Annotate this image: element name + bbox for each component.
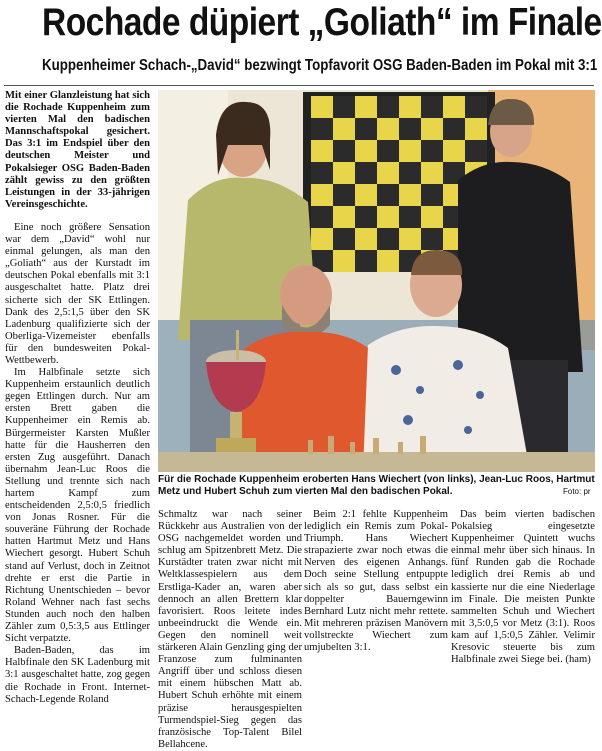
board-square [421, 96, 443, 118]
board-square [333, 228, 355, 250]
board-square [355, 228, 377, 250]
board-square [421, 118, 443, 140]
body-paragraph: Schmaltz war nach seiner Rückkehr aus Australien von der OSG nachgemeldet worden und schlug am Spitzenbrett Metz. Die Kurstädter traten zwar nicht mit Weltklassespielern aus dem Erstliga-Kader an, waren aber dennoch an allen Brettern klar favorisiert. Roos leitete indes unbeeindruckt die Wende ein. Gegen den nominell weit stärkeren Alain Genzling ging der Franzose zum fulminanten Angriff über und schloss diesen mit einem hübschen Matt ab. Hubert Schuh erhöhte mit einem präzise herausgespielten Turmendspiel-Sieg gegen das französische Top-Talent Bilel Bellahcene. [158, 509, 302, 750]
board-square [465, 140, 487, 162]
board-square [399, 206, 421, 228]
photo-caption: Für die Rochade Kuppenheim eroberten Hans Wiechert (von links), Jean-Luc Roos, Hartmut Metz und Hubert Schuh zum vierten Mal den badischen Pokal. [158, 474, 595, 497]
board-square [355, 162, 377, 184]
board-square [377, 250, 399, 272]
board-square [465, 96, 487, 118]
board-square [333, 206, 355, 228]
board-square [377, 162, 399, 184]
divider [4, 85, 594, 86]
board-square [311, 96, 333, 118]
board-square [377, 228, 399, 250]
article-column-4 [451, 509, 595, 691]
board-square [311, 140, 333, 162]
article-column-3 [304, 509, 448, 691]
body-paragraph: Beim 2:1 fehlte Kuppenheim lediglich ein Remis zum Pokal-Triumph. Hans Wiechert strapazierte zwar noch etwas die Nerven des eigenen Anhangs. Doch seine Stellung entpuppte sich als so gut, dass selbst ein doppelter Bauerngewinn Bernhard Lutz nicht mehr rettete. Mit mehreren präzisen Manövern vollstreckte Wiechert zum umjubelten 3:1. [304, 509, 448, 654]
board-square [333, 250, 355, 272]
board-square [355, 96, 377, 118]
board-square [333, 184, 355, 206]
body-paragraph: Eine noch größere Sensation war dem „David“ wohl nur einmal gelungen, als man den „Goliath“ aus der Kurstadt im deutschen Pokal ebenfalls mit 3:1 ausgeschaltet hatte. Platz drei sicherte sich der SK Ettlingen. Dank des 2,5:1,5 über den SK Ladenburg qualifizierte sich der Oberliga-Vizemeister ebenfalls für den bundesweiten Pokal-Wettbewerb. [5, 221, 150, 366]
board-square [399, 184, 421, 206]
board-square [377, 140, 399, 162]
board-square [355, 250, 377, 272]
board-square [355, 140, 377, 162]
lead-paragraph: Mit einer Glanzleistung hat sich die Rochade Kuppenheim zum vierten Mal den badischen Mannschaftspokal gesichert. Das 3:1 im Endspiel über den deutschen Meister und Pokalsieger OSG Baden-Baden zählt gewiss zu den größten Leistungen in der 33-jährigen Vereinsgeschichte. [5, 90, 150, 210]
board-square [311, 118, 333, 140]
board-square [465, 118, 487, 140]
board-square [355, 184, 377, 206]
board-square [333, 162, 355, 184]
board-square [311, 162, 333, 184]
board-square [399, 96, 421, 118]
board-square [443, 140, 465, 162]
board-square [377, 118, 399, 140]
board-square [399, 162, 421, 184]
subheadline: Kuppenheimer Schach-„David“ bezwingt Topfavorit OSG Baden-Baden im Pokal mit 3:1 [42, 57, 598, 74]
board-square [399, 118, 421, 140]
article-column-2 [158, 509, 302, 750]
body-paragraph: Das beim vierten badischen Pokalsieg eingesetzte Kuppenheimer Quintett wuchs einmal mehr über sich hinaus. In fünf Runden gab die Rochade lediglich drei Remis ab und kassierte nur die eine Niederlage im Finale. Die meisten Punkte sammelten Schuh und Wiechert mit 3,5:0,5 vor Metz (3:1). Roos kam auf 1,5:0,5 Zähler. Velimir Kresovic steuerte bis zum Halbfinale zwei Siege bei. (ham) [451, 509, 595, 666]
photo-credit: Foto: pr [563, 487, 591, 496]
board-square [311, 184, 333, 206]
board-square [333, 140, 355, 162]
board-square [311, 228, 333, 250]
body-paragraph: Im Halbfinale setzte sich Kuppenheim erstaunlich deutlich gegen Ettlingen durch. Nur am ersten Brett gaben die Kuppenheimer ein Remis ab. Bürgermeister Karsten Mußler hatte für die Hausherren den ersten Zug ausgeführt. Danach übernahm Jean-Luc Roos die Stellung und trennte sich nach hartem Kampf zum entscheidenden 2,5:0,5 friedlich von Jonas Rosner. Für die souveräne Führung der Rochade hatten Hartmut Metz und Hans Wiechert gesorgt. Hubert Schuh stand auf Verlust, doch in Zeitnot drehte er erst die Partie in Richtung Unentschieden – bevor Roland Wehner nach fast sechs Stunden auch noch den halben Zähler zum 0,5:3,5 aus Ettlinger Sicht verpatzte. [5, 367, 150, 645]
board-square [399, 140, 421, 162]
board-square [443, 118, 465, 140]
board-square [377, 206, 399, 228]
board-square [421, 140, 443, 162]
board-square [421, 228, 443, 250]
board-square [377, 96, 399, 118]
article-column-1 [5, 90, 150, 705]
body-paragraph: Baden-Baden, das im Halbfinale den SK Ladenburg mit 3:1 ausgeschaltet hatte, zog gegen die Rochade in Front. Internet-Schach-Legende Roland [5, 645, 150, 705]
board-square [311, 206, 333, 228]
board-square [355, 118, 377, 140]
board-square [421, 184, 443, 206]
headline: Rochade düpiert „Goliath“ im Finale [42, 1, 602, 44]
board-square [333, 118, 355, 140]
table-surface [158, 452, 595, 472]
board-square [355, 206, 377, 228]
board-square [399, 228, 421, 250]
board-square [333, 96, 355, 118]
board-square [421, 162, 443, 184]
board-square [421, 206, 443, 228]
board-square [377, 184, 399, 206]
team-photo [158, 90, 595, 472]
team-photo-illustration [158, 90, 595, 472]
board-square [443, 96, 465, 118]
